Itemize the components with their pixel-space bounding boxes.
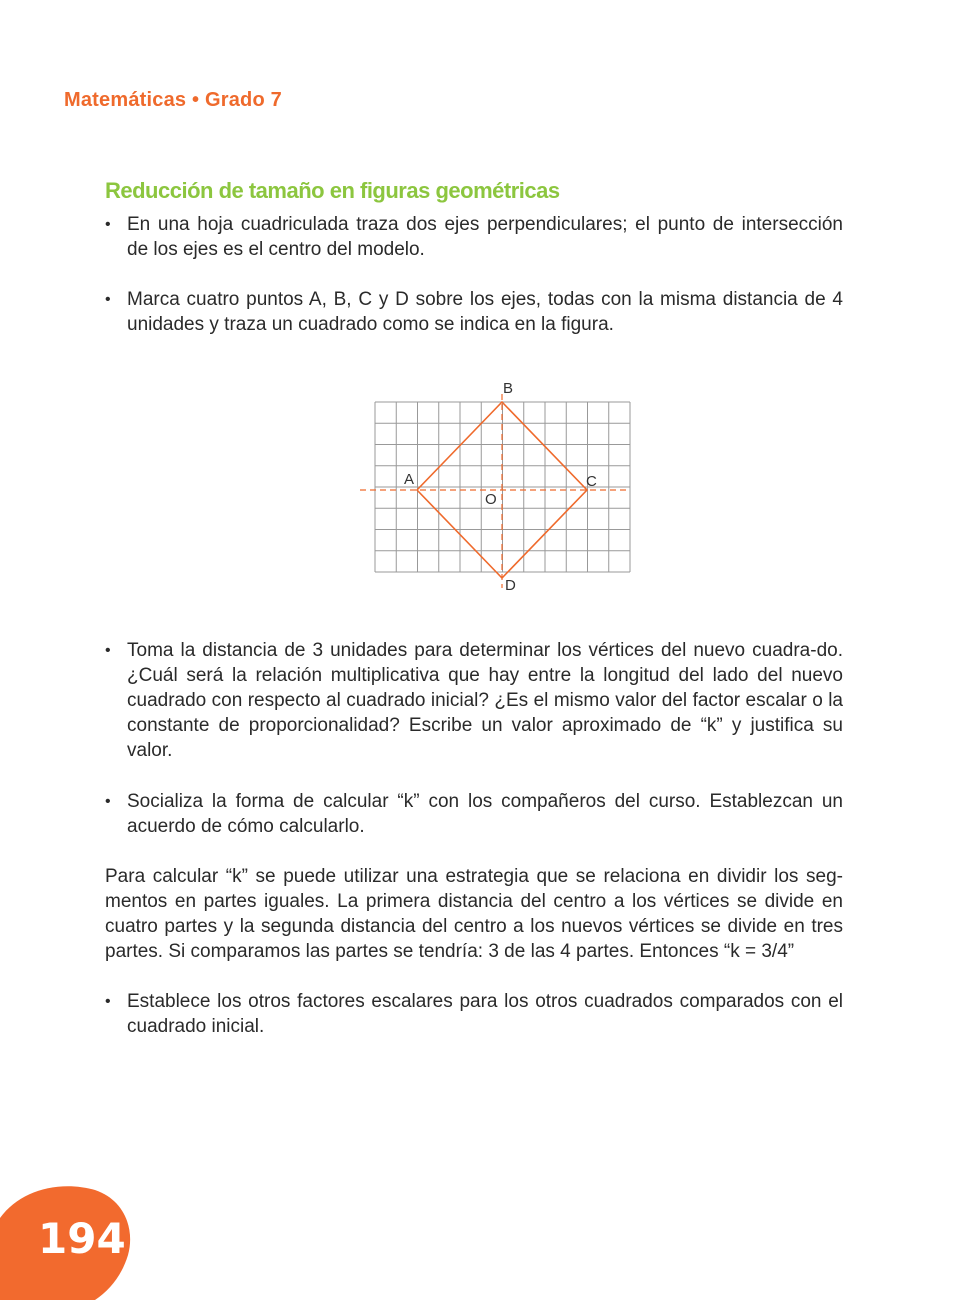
- list-item-text: Socializa la forma de calcular “k” con los compañeros del curso. Establezcan un acuerdo de cómo calcularlo.: [127, 791, 843, 837]
- bullet-list-2: [105, 287, 843, 337]
- page-number: 194: [38, 1214, 126, 1263]
- section-title: Reducción de tamaño en figuras geométricas: [105, 178, 560, 203]
- bullet-dot: •: [105, 993, 111, 1010]
- bullet-list-1: [105, 212, 843, 262]
- bullet-list-4: [105, 789, 843, 839]
- label-d: D: [505, 577, 516, 594]
- bullet-list-5: [105, 989, 843, 1039]
- label-o: O: [485, 491, 497, 508]
- list-item-text: Establece los otros factores escalares para los otros cuadrados comparados con el cuadrado inicial.: [127, 991, 843, 1037]
- bullet-dot: •: [105, 291, 111, 308]
- bullet-dot: •: [105, 216, 111, 233]
- label-b: B: [503, 380, 514, 397]
- bullet-dot: •: [105, 793, 111, 810]
- list-item: [105, 638, 843, 763]
- page-header: Matemáticas • Grado 7: [64, 89, 282, 111]
- bullet-list-3: [105, 638, 843, 763]
- list-item: [105, 789, 843, 839]
- bullet-dot: •: [105, 642, 111, 659]
- list-item-text: Marca cuatro puntos A, B, C y D sobre los ejes, todas con la misma distancia de 4 unidades y traza un cuadrado como se indica en la figura.: [127, 289, 843, 335]
- list-item: [105, 989, 843, 1039]
- list-item-text: En una hoja cuadriculada traza dos ejes perpendiculares; el punto de intersección de los ejes es el centro del modelo.: [127, 214, 843, 260]
- explanation-paragraph: Para calcular “k” se puede utilizar una estrategia que se relaciona en dividir los seg-mentos en partes iguales. La primera distancia del centro a los vértices se divide en cuatro partes y la segunda distancia del centro a los nuevos vértices se divide en tres partes. Si comparamos las partes se tendría: 3 de las 4 partes. Entonces “k = 3/4”: [105, 866, 843, 962]
- list-item: [105, 212, 843, 262]
- square-figure: [360, 372, 650, 598]
- list-item: [105, 287, 843, 337]
- list-item-text: Toma la distancia de 3 unidades para determinar los vértices del nuevo cuadra-do. ¿Cuál será la relación multiplicativa que hay entre la longitud del lado del nuevo cuadrado con respecto al cuadrado inicial? ¿Es el mismo valor del factor escalar o la constante de proporcionalidad? Escribe un valor aproximado de “k” y justifica su valor.: [127, 640, 843, 761]
- label-c: C: [586, 473, 597, 490]
- square-diagram: [360, 372, 650, 598]
- label-a: A: [404, 471, 415, 488]
